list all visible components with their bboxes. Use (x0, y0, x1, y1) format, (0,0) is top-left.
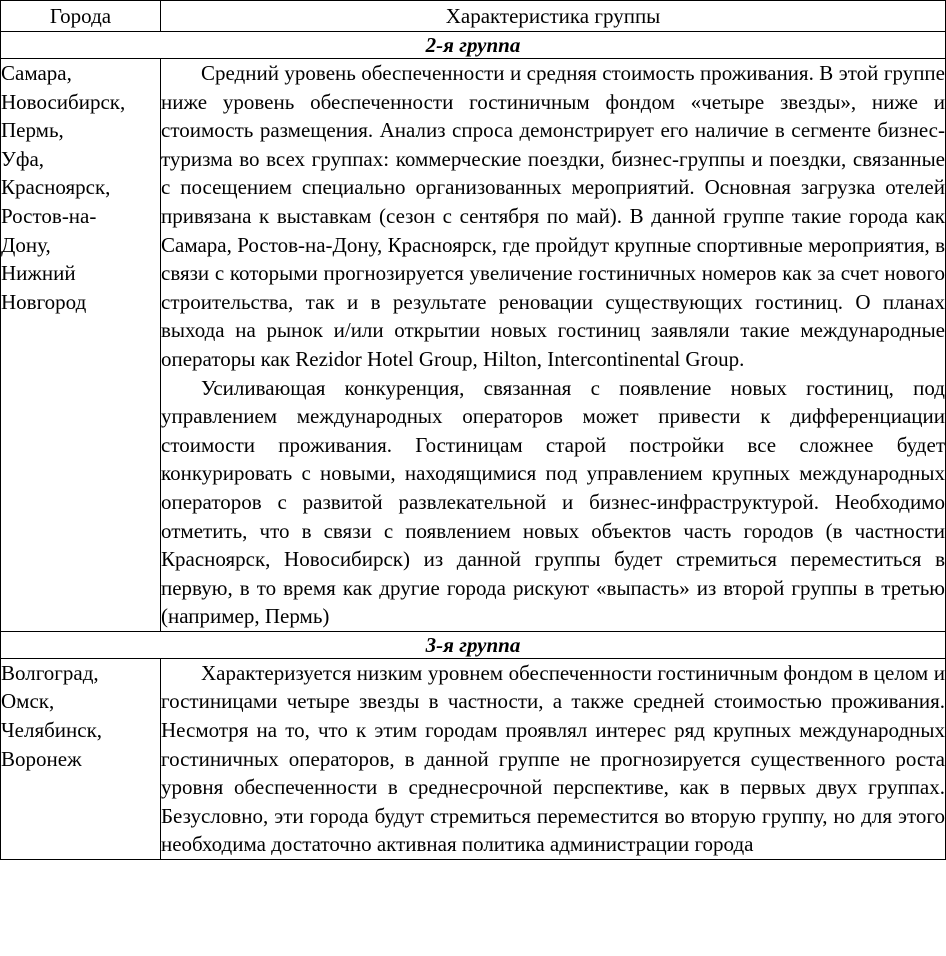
city-name: Челябинск, (1, 718, 103, 743)
city-name: Красноярск, (1, 175, 111, 200)
city-name: Воронеж (1, 746, 82, 771)
city-name: Дону, (1, 232, 51, 257)
table-row (1, 658, 946, 859)
description-paragraph: Характеризуется низким уровнем обеспеченности гостиничным фондом в целом и гостиницами четыре звезды в частности, а также средней стоимостью проживания. Несмотря на то, что к этим городам проявлял интерес ряд крупных международных гостиничных операторов, в данной группе не прогнозируется существенного роста уровня обеспеченности в среднесрочной перспективе, как в первых двух группах. Безусловно, эти города будут стремиться переместится во вторую группу, но для этого необходима достаточно активная политика администрации города (161, 660, 945, 857)
city-name: Пермь, (1, 118, 64, 143)
description-paragraph: Средний уровень обеспеченности и средняя стоимость проживания. В этой группе ниже уровень обеспеченности гостиничным фондом «четыре звезды», ниже и стоимость размещения. Анализ спроса демонстрирует его наличие в сегменте бизнес-туризма во всех группах: коммерческие поездки, бизнес-группы и поездки, связанные с посещением специально организованных мероприятий. Основная загрузка отелей привязана к выставкам (сезон с сентября по май). В данной группе такие города как Самара, Ростов-на-Дону, Красноярск, где пройдут крупные спортивные мероприятия, в связи с которыми прогнозируется увеличение гостиничных номеров как за счет нового строительства, так и в результате реновации существующих гостиниц. О планах выхода на рынок и/или открытии новых гостиниц заявляли такие международные операторы как Rezidor Hotel Group, Hilton, Intercontinental Group. (161, 61, 945, 371)
group-2-cities (1, 59, 161, 632)
city-name: Ростов-на- (1, 203, 97, 228)
city-name: Новосибирск, (1, 89, 126, 114)
city-name: Волгоград, (1, 660, 99, 685)
group-3-description (161, 658, 946, 859)
city-name: Самара, (1, 61, 72, 85)
city-name: Омск, (1, 689, 55, 714)
column-header-characteristics: Характеристика группы (161, 1, 946, 32)
group-3-cities (1, 658, 161, 859)
group-title-row (1, 32, 946, 59)
table-header-row (1, 1, 946, 32)
group-title-row (1, 631, 946, 658)
city-name: Новгород (1, 289, 87, 314)
group-3-title: 3-я группа (1, 631, 946, 658)
column-header-cities: Города (1, 1, 161, 32)
city-name: Нижний (1, 261, 76, 286)
table-row (1, 59, 946, 632)
description-paragraph: Усиливающая конкуренция, связанная с появление новых гостиниц, под управлением международных операторов может привести к дифференциации стоимости проживания. Гостиницам старой постройки все сложнее будет конкурировать с новыми, находящимися под управлением крупных международных операторов с развитой развлекательной и бизнес-инфраструктурой. Необходимо отметить, что в связи с появлением новых объектов часть городов (в частности Красноярск, Новосибирск) из данной группы будет стремиться переместиться в первую, в то время как другие города рискуют «выпасть» из второй группы в третью (например, Пермь) (161, 375, 945, 629)
group-2-description (161, 59, 946, 632)
city-name: Уфа, (1, 146, 45, 171)
group-2-title: 2-я группа (1, 32, 946, 59)
